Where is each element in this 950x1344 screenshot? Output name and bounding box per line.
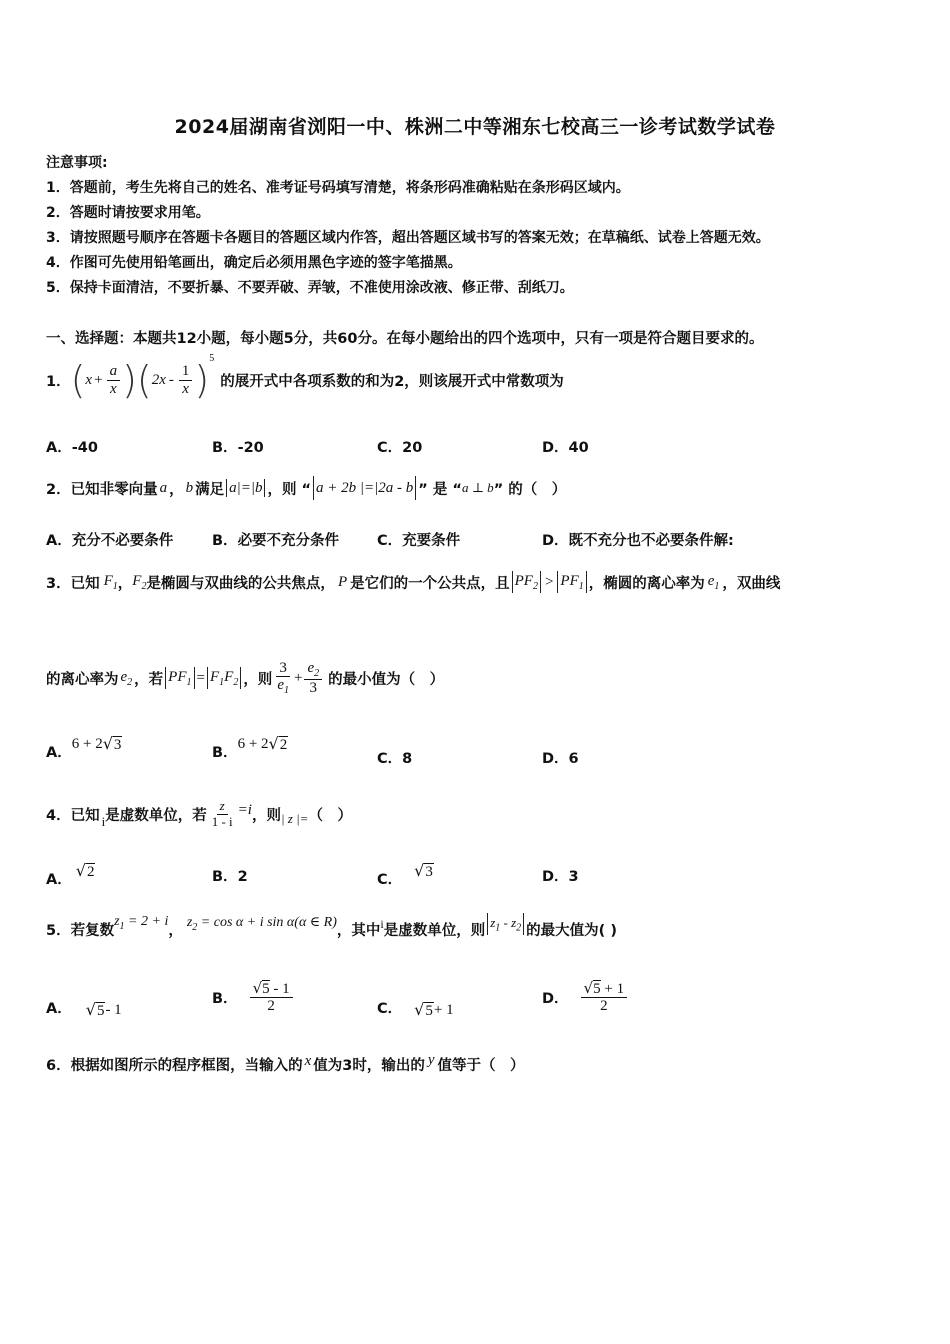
expr-text: z	[114, 914, 120, 930]
option-value: 3	[568, 869, 579, 885]
left-paren: (	[136, 358, 152, 402]
num-letter: e	[307, 659, 315, 676]
expr-subscript: 1	[495, 922, 501, 934]
frac-den: 1 - i	[211, 813, 233, 829]
notice-heading: 注意事项:	[46, 155, 108, 171]
punct: ，	[117, 575, 133, 592]
question-text: 值等于（ ）	[437, 1057, 525, 1074]
question-text: 值为3时，输出的	[313, 1057, 425, 1074]
option-label: A．	[46, 1000, 72, 1017]
option-label: D．	[542, 869, 569, 885]
question-text: ，椭圆的离心率为	[588, 575, 705, 592]
var-letter: F	[103, 572, 113, 589]
option-label: B．	[212, 869, 238, 885]
question-text: ，双曲线	[722, 575, 781, 592]
option-label: C．	[377, 440, 403, 456]
frac-den: 2	[600, 998, 608, 1014]
question-text: ，则	[243, 671, 273, 688]
math-var: P	[337, 573, 348, 590]
option-value: 2	[237, 869, 248, 885]
option-label: C．	[377, 1000, 403, 1017]
question-text: 5．若复数	[46, 922, 115, 939]
question-text: ，则 “	[267, 481, 312, 498]
radical-sign: √	[414, 1000, 425, 1019]
option-c[interactable]	[377, 436, 422, 457]
var-subscript: 2	[127, 676, 133, 688]
question-text: ，则	[251, 807, 281, 824]
question-text: 6．根据如图所示的程序框图，当输入的	[46, 1057, 303, 1074]
math-expr: =i	[237, 801, 252, 818]
frac-num: 1	[179, 363, 193, 381]
math-expr: a|=|b	[229, 479, 263, 496]
math-var: a	[159, 479, 168, 496]
math-var: x	[85, 371, 93, 388]
option-label: B．	[212, 533, 238, 549]
abs-bar	[586, 571, 587, 593]
option-d[interactable]	[542, 972, 629, 1022]
expr-subscript: 2	[233, 676, 239, 688]
question-text: 是虚数单位，则	[383, 922, 486, 939]
question-text: 的离心率为	[46, 671, 119, 688]
math-var: i	[101, 814, 106, 829]
expr-subscript: 2	[192, 921, 198, 933]
abs-bar	[226, 479, 227, 497]
option-label: D．	[542, 751, 569, 767]
den-letter: e	[277, 677, 284, 694]
math-var	[708, 573, 720, 592]
num-subscript: 2	[314, 667, 320, 679]
option-value: + 1	[433, 1001, 454, 1018]
question-text: 3．已知	[46, 575, 100, 592]
frac-den: 2	[267, 998, 275, 1014]
option-value: 既不充分也不必要条件解:	[568, 533, 734, 549]
math-op: >	[544, 573, 554, 590]
notice-item: 5．保持卡面清洁，不要折暴、不要弄破、弄皱，不准使用涂改液、修正带、刮纸刀。	[46, 280, 574, 296]
fraction-a-over-x	[107, 363, 121, 397]
notice-item: 4．作图可先使用铅笔画出，确定后必须用黑色字迹的签字笔描黑。	[46, 255, 462, 271]
question-text: ，若	[134, 671, 164, 688]
option-c[interactable]	[377, 529, 460, 550]
page-title: 2024届湖南省浏阳一中、株洲二中等湘东七校高三一诊考试数学试卷	[174, 116, 776, 138]
punct: ，	[168, 922, 183, 939]
fraction-option	[581, 980, 628, 1015]
option-a[interactable]	[46, 992, 122, 1022]
abs-bar	[415, 476, 416, 500]
abs-bar	[487, 913, 488, 935]
math-expr	[187, 914, 337, 933]
option-label: A．	[46, 533, 72, 549]
fraction-3-over-e1	[274, 660, 292, 697]
radical-sign: √	[414, 861, 425, 880]
sqrt-expr	[76, 861, 96, 881]
radical-sign: √	[252, 978, 263, 997]
right-paren: )	[194, 358, 210, 402]
num-post: - 1	[269, 980, 290, 997]
question-text: 2．已知非零向量	[46, 481, 158, 498]
math-expr: | z |=	[280, 811, 309, 826]
var-subscript: 1	[714, 580, 720, 592]
frac-num	[304, 660, 322, 680]
sqrt-expr	[414, 1000, 434, 1020]
frac-num	[250, 980, 293, 999]
math-expr: a ⊥ b	[461, 480, 494, 495]
option-b[interactable]	[212, 972, 295, 1022]
math-op: +	[293, 669, 303, 686]
math-op: -	[168, 371, 174, 388]
abs-bar	[194, 667, 195, 689]
question-text: （ ）	[308, 807, 352, 824]
abs-bar	[512, 571, 513, 593]
option-value: 40	[568, 440, 589, 456]
question-text: 的展开式中各项系数的和为2，则该展开式中常数项为	[220, 373, 564, 390]
math-expr	[210, 669, 238, 688]
option-label: D．	[542, 440, 569, 456]
expr-text: z	[186, 914, 193, 930]
option-d[interactable]	[542, 436, 589, 457]
math-var: y	[427, 1051, 435, 1068]
abs-bar	[165, 667, 166, 689]
math-expr	[168, 669, 191, 688]
question-text: ” 是 “	[418, 481, 462, 498]
option-d[interactable]	[542, 747, 579, 768]
section-heading: 一、选择题：本题共12小题，每小题5分，共60分。在每小题给出的四个选项中，只有一项是符合题目要求的。	[46, 331, 764, 347]
radical-sign: √	[102, 734, 113, 753]
punct: ，	[169, 481, 184, 498]
frac-den: x	[109, 380, 117, 397]
var-letter: e	[120, 668, 128, 685]
math-op: =	[196, 669, 205, 686]
question-5	[46, 912, 617, 946]
option-b[interactable]	[212, 529, 339, 550]
option-label: D．	[542, 533, 569, 549]
question-text: 是它们的一个公共点，且	[350, 575, 510, 592]
notice-item: 1．答题前，考生先将自己的姓名、准考证号码填写清楚，将条形码准确粘贴在条形码区域内。	[46, 180, 630, 196]
abs-bar	[523, 913, 524, 935]
math-var	[132, 573, 146, 592]
question-text: 的最小值为（ ）	[328, 671, 445, 688]
option-label: B．	[212, 440, 238, 456]
var-subscript: 1	[112, 580, 118, 592]
expr-text: z	[490, 914, 496, 930]
sqrt-expr	[86, 1000, 106, 1020]
fraction-z-over-1-minus-i	[209, 799, 236, 829]
math-op: +	[94, 371, 103, 388]
var-subscript: 2	[141, 580, 147, 592]
option-value: 6 + 2	[71, 735, 103, 752]
option-value: 充分不必要条件	[71, 533, 174, 549]
option-value: 6	[568, 751, 579, 767]
abs-bar	[207, 667, 208, 689]
math-var: b	[185, 479, 194, 496]
radical-sign: √	[268, 734, 279, 753]
question-text: ” 的（ ）	[493, 481, 567, 498]
expr-subscript: 1	[578, 580, 584, 592]
radicand: 5	[425, 1003, 433, 1019]
math-expr	[490, 915, 521, 934]
option-d[interactable]	[542, 529, 734, 550]
fraction-1-over-x	[179, 363, 193, 397]
math-var	[121, 669, 133, 688]
option-label: A．	[46, 744, 72, 761]
radicand: 5	[96, 1003, 105, 1019]
math-var: i	[380, 916, 384, 931]
option-b[interactable]	[212, 436, 264, 457]
option-label: C．	[377, 751, 403, 767]
expr-text: = cos α + i sin α(α ∈ R)	[197, 914, 337, 930]
frac-num	[581, 980, 628, 999]
sqrt-expr	[269, 734, 289, 754]
question-2	[46, 473, 566, 503]
question-text: 满足	[195, 481, 225, 498]
right-paren: )	[122, 358, 137, 402]
question-text: 是虚数单位，若	[105, 807, 207, 824]
radicand: 5	[593, 980, 601, 997]
radical-sign: √	[85, 1000, 96, 1019]
frac-den	[274, 677, 292, 696]
sqrt-expr	[414, 861, 434, 881]
notice-item: 2．答题时请按要求用笔。	[46, 205, 210, 221]
abs-bar	[264, 479, 265, 497]
option-value: 必要不充分条件	[237, 533, 340, 549]
frac-den: x	[182, 380, 189, 397]
num-post: + 1	[600, 980, 625, 997]
option-a[interactable]	[46, 856, 95, 886]
frac-den: 3	[309, 679, 318, 696]
option-label: B．	[212, 744, 238, 761]
notice-item: 3．请按照题号顺序在答题卡各题目的答题区域内作答，超出答题区域书写的答案无效；在草稿纸、试卷上答题无效。	[46, 230, 770, 246]
expr-subscript: 1	[219, 676, 225, 688]
math-var: x	[304, 1052, 312, 1069]
option-d[interactable]	[542, 865, 579, 886]
option-a[interactable]	[46, 736, 122, 766]
abs-bar	[240, 667, 241, 689]
option-value: - 1	[105, 1001, 122, 1018]
expr-subscript: 2	[532, 580, 538, 592]
option-value: 6 + 2	[237, 735, 269, 752]
option-label: C．	[377, 533, 403, 549]
math-expr: a + 2b |=|2a - b	[316, 479, 414, 496]
option-a[interactable]	[46, 436, 98, 457]
expr-text: F	[209, 668, 220, 685]
question-4	[46, 794, 352, 834]
abs-bar	[540, 571, 541, 593]
option-value: -20	[237, 440, 264, 456]
expr-subscript: 1	[186, 676, 192, 688]
radicand: 5	[262, 980, 270, 997]
fraction-e2-over-3	[304, 660, 322, 697]
var-letter: F	[132, 572, 142, 589]
abs-bar	[313, 476, 314, 500]
question-text: 4．已知	[46, 807, 100, 824]
abs-bar	[557, 571, 558, 593]
option-a[interactable]	[46, 529, 173, 550]
question-6	[46, 1052, 525, 1076]
option-c[interactable]	[377, 856, 434, 886]
frac-num: a	[107, 363, 121, 381]
radicand: 2	[86, 864, 95, 880]
option-value: 充要条件	[402, 533, 461, 549]
exponent: 5	[209, 353, 215, 364]
radicand: 3	[425, 864, 433, 880]
sqrt-expr	[103, 734, 123, 754]
math-expr	[515, 573, 538, 592]
option-value: 8	[402, 751, 413, 767]
radical-sign: √	[75, 861, 86, 880]
option-value: -40	[71, 440, 98, 456]
expr-text: = 2 + i	[124, 914, 169, 930]
question-text: 是椭圆与双曲线的公共焦点，	[146, 575, 335, 592]
expr-text: PF	[560, 572, 579, 589]
left-paren: (	[70, 358, 86, 402]
option-value: 20	[402, 440, 423, 456]
option-b[interactable]	[212, 736, 288, 766]
option-label: B．	[212, 990, 238, 1007]
expr-subscript: 1	[119, 920, 125, 932]
expr-subscript: 2	[516, 922, 522, 934]
expr-text: - z	[500, 914, 517, 930]
radicand: 2	[279, 737, 288, 753]
radical-sign: √	[583, 978, 594, 997]
question-1	[46, 355, 564, 405]
fraction-option	[250, 980, 293, 1015]
question-number: 1．	[46, 373, 71, 390]
option-label: D．	[542, 990, 569, 1007]
var-letter: e	[707, 572, 715, 589]
question-3	[46, 566, 780, 598]
radicand: 3	[113, 737, 122, 753]
math-var	[104, 573, 118, 592]
option-b[interactable]	[212, 865, 248, 886]
den-subscript: 1	[283, 685, 289, 697]
option-label: A．	[46, 871, 72, 888]
question-text: 的最大值为( )	[526, 922, 617, 939]
math-expr	[114, 914, 168, 932]
option-label: C．	[377, 871, 403, 888]
math-expr	[560, 573, 583, 592]
option-label: A．	[46, 440, 72, 456]
expr-text: PF	[514, 572, 533, 589]
frac-num: 3	[276, 660, 290, 678]
frac-num: z	[217, 799, 228, 814]
question-text: ，其中	[336, 922, 381, 939]
option-c[interactable]	[377, 747, 412, 768]
expr-text: PF	[168, 668, 187, 685]
question-3-line-2	[46, 648, 444, 708]
option-c[interactable]	[377, 992, 454, 1022]
expr-text: F	[224, 668, 234, 685]
math-term: 2x	[151, 371, 166, 388]
